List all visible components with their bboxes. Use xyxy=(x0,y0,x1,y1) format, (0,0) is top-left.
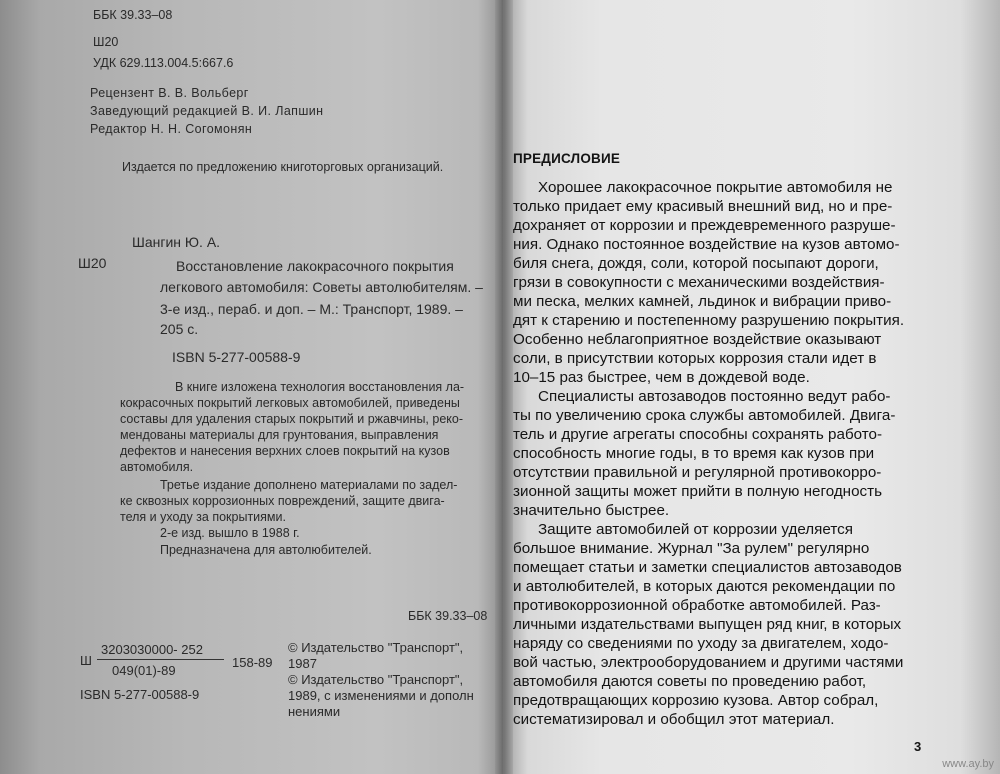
preface-line: значительно быстрее. xyxy=(513,502,670,519)
fraction-rule xyxy=(97,659,224,660)
preface-line: дят к старению и постепенному разрушению покрытия. xyxy=(513,312,905,329)
copyright-line: нениями xyxy=(288,704,341,719)
preface-line: и автолюбителей, в которых даются рекомендации по xyxy=(513,578,896,595)
preface-line: систематизировал и обобщил этот материал. xyxy=(513,711,835,728)
right-page xyxy=(503,0,1000,774)
preface-line: ми песка, мелких камней, льдинок и вибрации приво- xyxy=(513,293,892,310)
annotation-line: В книге изложена технология восстановления ла- xyxy=(175,380,465,394)
preface-line: противокоррозионной обработке автомобилей. Раз- xyxy=(513,597,881,614)
annotation-line: мендованы материалы для грунтования, выправления xyxy=(120,428,439,442)
preface-line: только придает ему красивый внешний вид, но и пре- xyxy=(513,198,893,215)
annotation-line: Третье издание дополнено материалами по задел- xyxy=(160,478,458,492)
index-letter: Ш xyxy=(80,653,92,668)
preface-line: соли, в присутствии которых коррозия стали идет в xyxy=(513,350,877,367)
udk-code: УДК 629.113.004.5:667.6 xyxy=(93,56,234,70)
call-code: Ш20 xyxy=(78,255,107,271)
bibliographic-line: 3-е изд., пераб. и доп. – М.: Транспорт, 1989. – xyxy=(160,301,463,317)
preface-line: грязи в совокупности с механическими воздействия- xyxy=(513,274,885,291)
preface-line: Хорошее лакокрасочное покрытие автомобиля не xyxy=(538,179,893,196)
annotation-line: автомобиля. xyxy=(120,460,194,474)
preface-line: тель и другие агрегаты способны сохранять работо- xyxy=(513,426,883,443)
preface-line: Специалисты автозаводов постоянно ведут рабо- xyxy=(538,388,891,405)
book-gutter xyxy=(495,0,513,774)
author-name: Шангин Ю. А. xyxy=(132,234,221,250)
copyright-line: © Издательство "Транспорт", xyxy=(288,672,464,687)
preface-line: большое внимание. Журнал "За рулем" регулярно xyxy=(513,540,870,557)
preface-line: наряду со сведениями по уходу за двигателем, ходо- xyxy=(513,635,889,652)
bibliographic-line: легкового автомобиля: Советы автолюбителям. – xyxy=(160,279,483,295)
preface-line: Защите автомобилей от коррозии уделяется xyxy=(538,521,853,538)
preface-line: дохраняет от коррозии и преждевременного разруше- xyxy=(513,217,896,234)
annotation-line: составы для удаления старых покрытий и ржавчины, реко- xyxy=(120,412,463,426)
preface-heading: ПРЕДИСЛОВИЕ xyxy=(513,151,621,166)
annotation-line: дефектов и нанесения верхних слоев покрытий на кузов xyxy=(120,444,450,458)
preface-line: 10–15 раз быстрее, чем в дождевой воде. xyxy=(513,369,810,386)
isbn-main: ISBN 5-277-00588-9 xyxy=(172,349,301,365)
call-number: Ш20 xyxy=(93,35,119,49)
watermark: www.ay.by xyxy=(942,758,994,770)
bibliographic-line: 205 с. xyxy=(160,321,199,337)
annotation-line: теля и уходу за покрытиями. xyxy=(120,510,286,524)
preface-line: ты по увеличению срока службы автомобилей. Двига- xyxy=(513,407,896,424)
preface-line: личными издательствами выпущен ряд книг, в которых xyxy=(513,616,902,633)
preface-line: вой частью, электрооборудованием и другими частями xyxy=(513,654,904,671)
editor-credit: Редактор Н. Н. Согомонян xyxy=(90,122,253,136)
copyright-line: 1989, с изменениями и дополн xyxy=(288,688,474,703)
bbk-code: ББК 39.33–08 xyxy=(93,8,173,22)
isbn-bottom: ISBN 5-277-00588-9 xyxy=(80,687,200,702)
index-denominator: 049(01)-89 xyxy=(112,663,176,678)
editor-in-chief-credit: Заведующий редакцией В. И. Лапшин xyxy=(90,104,324,118)
page-number: 3 xyxy=(914,739,922,754)
copyright-line: © Издательство "Транспорт", xyxy=(288,640,464,655)
annotation-line: кокрасочных покрытий легковых автомобилей, приведены xyxy=(120,396,460,410)
copyright-line: 1987 xyxy=(288,656,317,671)
preface-line: предотвращающих коррозию кузова. Автор собрал, xyxy=(513,692,879,709)
publication-note: Издается по предложению книготорговых организаций. xyxy=(122,160,444,174)
preface-line: способность многие годы, в то время как кузов при xyxy=(513,445,875,462)
reviewer-credit: Рецензент В. В. Вольберг xyxy=(90,86,249,100)
preface-line: ния. Однако постоянное воздействие на кузов автомо- xyxy=(513,236,900,253)
preface-line: Особенно неблагоприятное воздействие оказывают xyxy=(513,331,882,348)
index-numerator: 3203030000- 252 xyxy=(101,642,203,657)
preface-line: отсутствии правильной и регулярной противокорро- xyxy=(513,464,882,481)
index-code: 158-89 xyxy=(232,655,273,670)
preface-line: зионной защиты может прийти в полную негодность xyxy=(513,483,882,500)
preface-line: биля снега, дождя, соли, которой посыпают дороги, xyxy=(513,255,879,272)
bbk-bottom: ББК 39.33–08 xyxy=(408,609,488,623)
bibliographic-line: Восстановление лакокрасочного покрытия xyxy=(176,258,454,274)
annotation-line: Предназначена для автолюбителей. xyxy=(160,543,372,557)
annotation-line: 2-е изд. вышло в 1988 г. xyxy=(160,526,300,540)
preface-line: помещает статьи и заметки специалистов автозаводов xyxy=(513,559,902,576)
annotation-line: ке сквозных коррозионных повреждений, защите двига- xyxy=(120,494,445,508)
preface-line: автомобиля даются советы по проведению работ, xyxy=(513,673,867,690)
